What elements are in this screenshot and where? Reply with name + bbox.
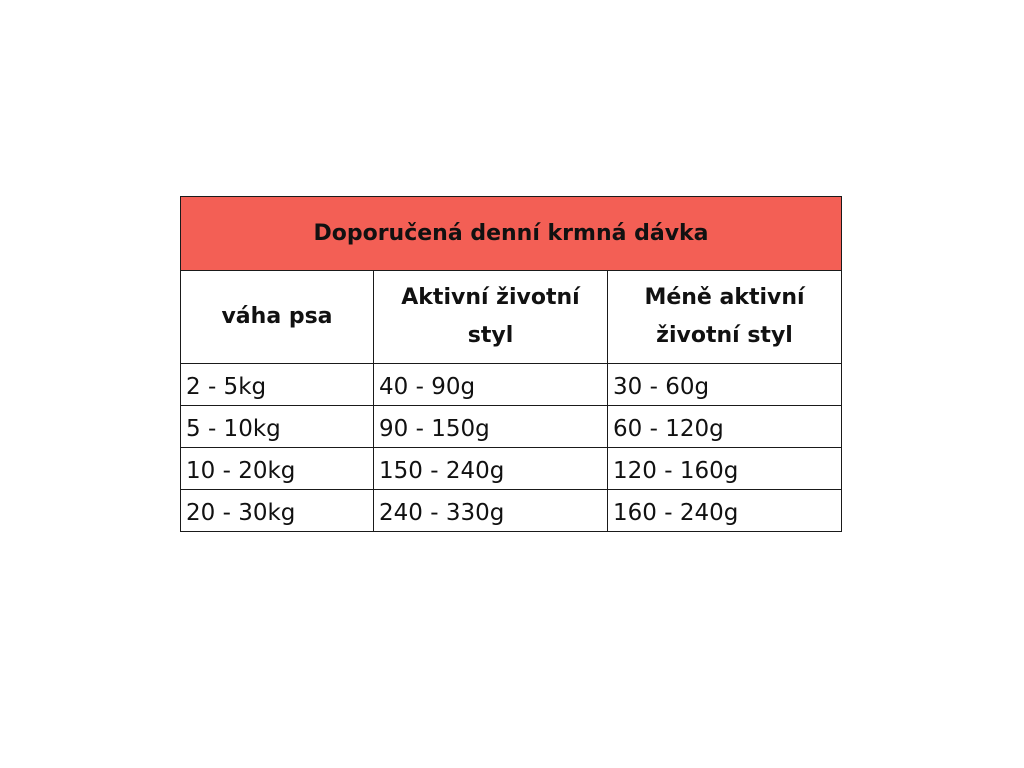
table-row	[181, 364, 842, 406]
table-row	[181, 406, 842, 448]
cell-less-active: 160 - 240g	[608, 490, 842, 532]
cell-weight: 2 - 5kg	[181, 364, 374, 406]
title-row	[181, 197, 842, 271]
header-row	[181, 271, 842, 364]
header-dog-weight: váha psa	[181, 271, 374, 364]
cell-weight: 20 - 30kg	[181, 490, 374, 532]
cell-less-active: 60 - 120g	[608, 406, 842, 448]
table-title: Doporučená denní krmná dávka	[181, 197, 842, 271]
cell-less-active: 120 - 160g	[608, 448, 842, 490]
feeding-table	[180, 196, 842, 532]
header-active-lifestyle: Aktivní životní styl	[374, 271, 608, 364]
cell-active: 150 - 240g	[374, 448, 608, 490]
cell-active: 40 - 90g	[374, 364, 608, 406]
table-row	[181, 490, 842, 532]
table-row	[181, 448, 842, 490]
cell-weight: 10 - 20kg	[181, 448, 374, 490]
cell-active: 240 - 330g	[374, 490, 608, 532]
cell-active: 90 - 150g	[374, 406, 608, 448]
cell-less-active: 30 - 60g	[608, 364, 842, 406]
header-less-active-lifestyle: Méně aktivní životní styl	[608, 271, 842, 364]
cell-weight: 5 - 10kg	[181, 406, 374, 448]
